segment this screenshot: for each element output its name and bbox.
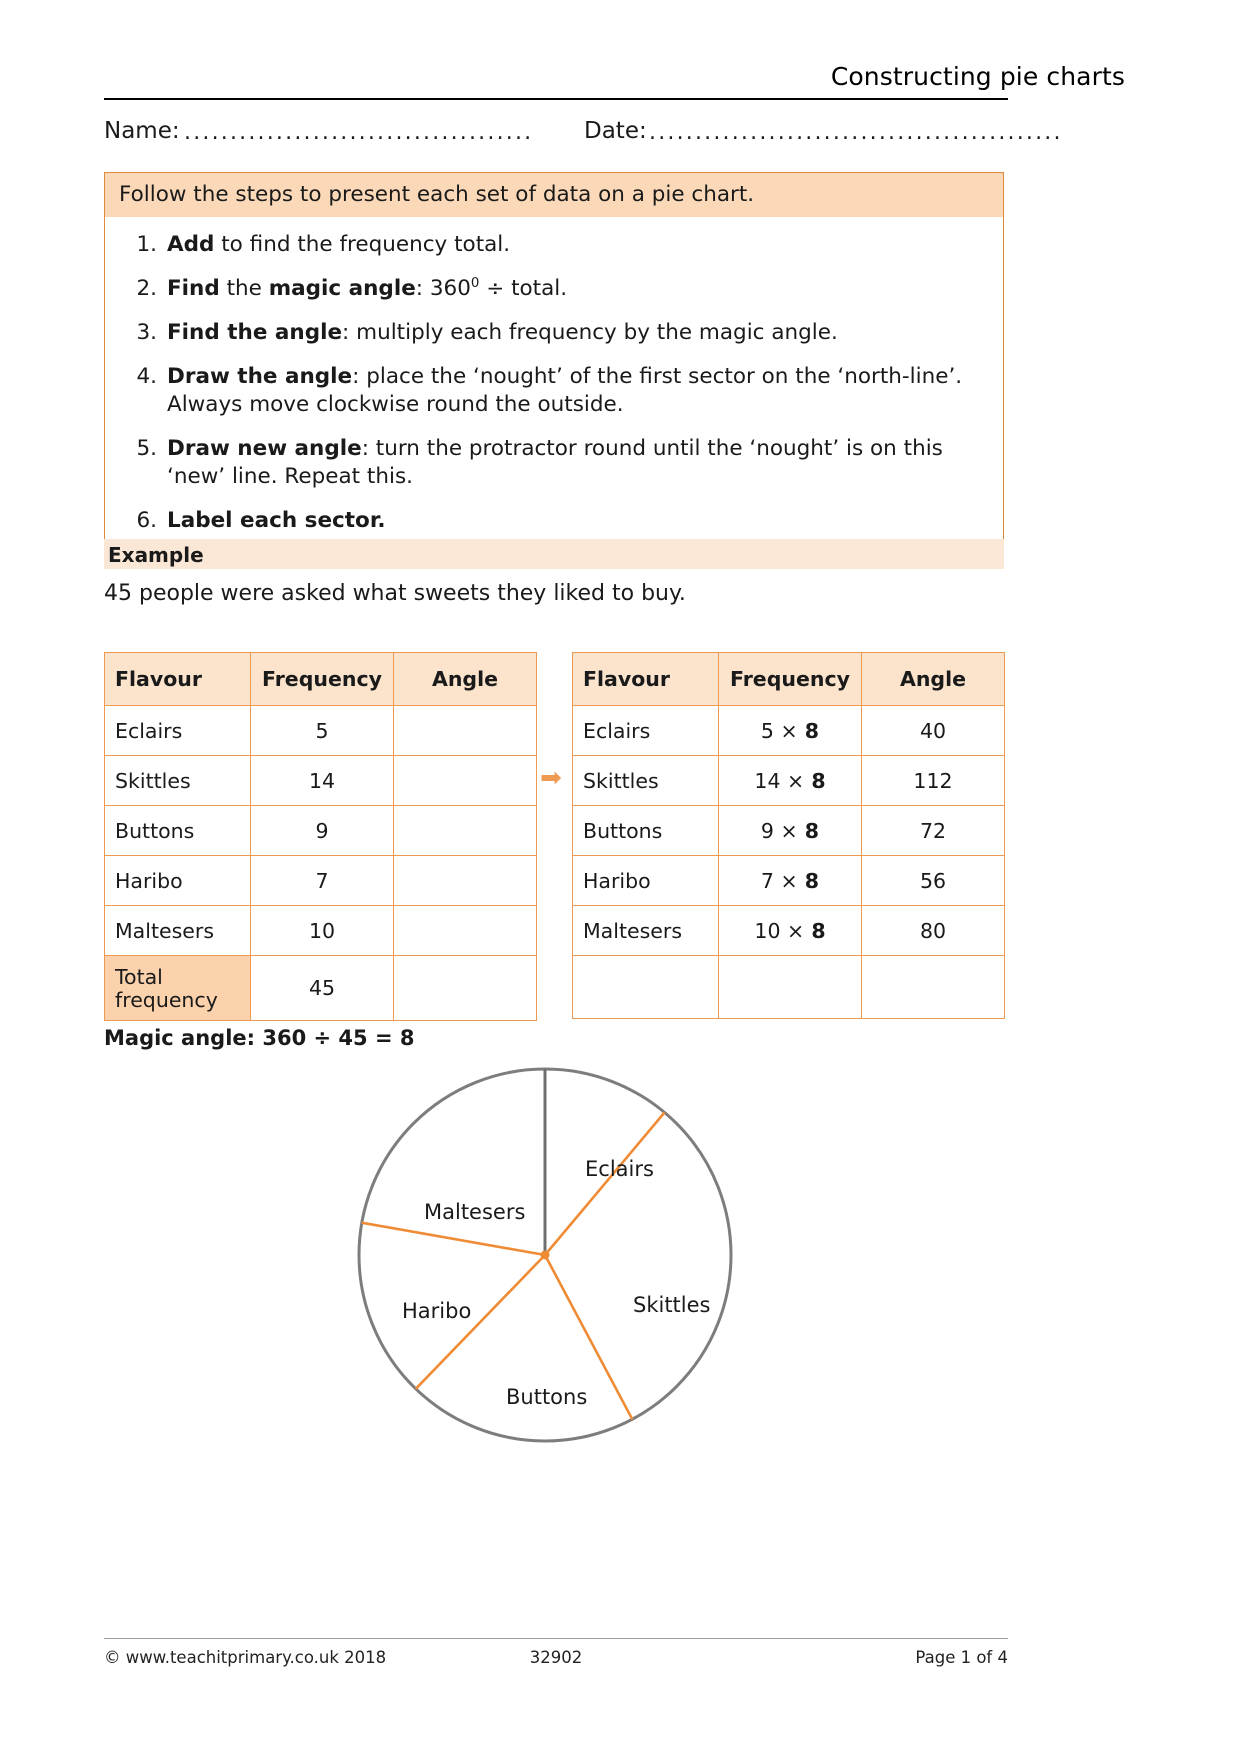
cell-angle: 80 [862, 906, 1005, 956]
footer-page-number: Page 1 of 4 [915, 1648, 1008, 1667]
table-total-row [105, 956, 537, 1021]
column-header-angle: Angle [394, 653, 537, 706]
step-bold-text: Find the angle [167, 320, 343, 346]
step-bold-text: Draw new angle [167, 435, 362, 461]
cell-angle: 56 [862, 856, 1005, 906]
cell-angle-blank[interactable] [394, 856, 537, 906]
frequency-table-left [104, 652, 537, 1021]
cell-frequency-calc [719, 856, 862, 906]
pie-label-haribo: Haribo [402, 1299, 472, 1323]
step-bold-text: Add [167, 232, 215, 257]
instruction-step-5 [136, 435, 981, 491]
calc-text: 7 × 8 [760, 868, 820, 893]
cell-flavour: Buttons [573, 806, 719, 856]
cell-frequency: 14 [251, 756, 394, 806]
cell-angle: 112 [862, 756, 1005, 806]
cell-blank-frequency[interactable] [719, 956, 862, 1019]
step-text-2: : 360 [415, 276, 471, 302]
instruction-step-3 [136, 319, 981, 347]
cell-frequency: 9 [251, 806, 394, 856]
table-header-row [105, 653, 537, 706]
calc-text: 14 × 8 [754, 768, 826, 793]
step-text: : turn the protractor round until the ‘nought’ is on this ‘new’ line. Repeat this. [167, 435, 943, 489]
cell-flavour: Haribo [573, 856, 719, 906]
step-text: the [219, 276, 269, 302]
table-blank-row [573, 956, 1005, 1019]
footer [104, 1648, 1008, 1672]
calc-text: 10 × 8 [754, 918, 826, 943]
instruction-step-6 [136, 507, 981, 535]
step-bold-text: Draw the angle [167, 363, 353, 389]
example-band [104, 539, 1004, 569]
footer-copyright: © www.teachitprimary.co.uk 2018 [104, 1648, 387, 1667]
cell-angle-blank[interactable] [394, 706, 537, 756]
pie-label-buttons: Buttons [506, 1385, 588, 1409]
example-label: Example [108, 543, 204, 567]
cell-total-label: Total frequency [105, 956, 251, 1021]
cell-frequency-calc [719, 756, 862, 806]
example-sentence: 45 people were asked what sweets they liked to buy. [104, 581, 686, 606]
magic-angle-line: Magic angle: 360 ÷ 45 = 8 [104, 1026, 415, 1050]
footer-document-id: 32902 [529, 1648, 583, 1667]
pie-chart [340, 1060, 800, 1450]
step-number: 2. [136, 275, 157, 301]
pie-radius-40 [545, 1113, 665, 1256]
table-row [573, 806, 1005, 856]
cell-frequency: 10 [251, 906, 394, 956]
cell-total-frequency: 45 [251, 956, 394, 1021]
step-bold-text: Label each sector. [167, 507, 386, 533]
step-number: 4. [136, 363, 157, 389]
table-row [573, 706, 1005, 756]
table-row [573, 756, 1005, 806]
footer-divider [104, 1638, 1008, 1639]
cell-flavour: Buttons [105, 806, 251, 856]
pie-label-skittles: Skittles [633, 1293, 711, 1317]
cell-flavour: Maltesers [573, 906, 719, 956]
instruction-step-2 [136, 275, 981, 303]
column-header-angle: Angle [862, 653, 1005, 706]
cell-angle-blank[interactable] [394, 806, 537, 856]
cell-frequency-calc [719, 706, 862, 756]
instruction-step-4 [136, 363, 981, 419]
step-text: : multiply each frequency by the magic angle. [342, 320, 838, 346]
cell-frequency: 7 [251, 856, 394, 906]
pie-radius-280 [362, 1223, 545, 1255]
cell-frequency: 5 [251, 706, 394, 756]
cell-angle: 40 [862, 706, 1005, 756]
table-row [573, 906, 1005, 956]
table-row [105, 906, 537, 956]
page-title: Constructing pie charts [830, 62, 1125, 91]
step-text: : place the ‘nought’ of the first sector on the ‘north-line’. Always move clockwise round the outside. [167, 363, 963, 417]
step-bold-text-2: magic angle [268, 276, 416, 302]
cell-angle: 72 [862, 806, 1005, 856]
table-row [105, 856, 537, 906]
column-header-frequency: Frequency [251, 653, 394, 706]
step-text: to find the frequency total. [214, 232, 511, 257]
cell-flavour: Skittles [105, 756, 251, 806]
cell-frequency-calc [719, 806, 862, 856]
header-divider [104, 98, 1008, 100]
instructions-list [105, 217, 1003, 555]
instructions-heading: Follow the steps to present each set of data on a pie chart. [105, 173, 1003, 217]
cell-blank-flavour[interactable] [573, 956, 719, 1019]
cell-flavour: Maltesers [105, 906, 251, 956]
step-bold-text: Find [167, 276, 220, 302]
cell-flavour: Haribo [105, 856, 251, 906]
column-header-flavour: Flavour [573, 653, 719, 706]
table-row [105, 756, 537, 806]
table-header-row [573, 653, 1005, 706]
column-header-frequency: Frequency [719, 653, 862, 706]
cell-total-angle-blank[interactable] [394, 956, 537, 1021]
step-number: 5. [136, 435, 157, 461]
name-input-line[interactable]: ...................................... [184, 120, 534, 145]
instructions-box [104, 172, 1004, 556]
cell-flavour: Skittles [573, 756, 719, 806]
cell-blank-angle[interactable] [862, 956, 1005, 1019]
calc-text: 9 × 8 [760, 818, 820, 843]
pie-centre-dot [541, 1251, 550, 1260]
column-header-flavour: Flavour [105, 653, 251, 706]
step-text-3: ÷ total. [479, 276, 568, 302]
cell-angle-blank[interactable] [394, 906, 537, 956]
calc-text: 5 × 8 [760, 718, 820, 743]
name-label: Name: [104, 118, 180, 144]
pie-label-eclairs: Eclairs [585, 1157, 654, 1181]
table-row [105, 706, 537, 756]
degree-superscript: 0 [470, 275, 480, 291]
cell-frequency-calc [719, 906, 862, 956]
date-label: Date: [584, 118, 647, 144]
table-row [573, 856, 1005, 906]
cell-flavour: Eclairs [573, 706, 719, 756]
step-number: 1. [136, 232, 157, 257]
arrow-right-icon: ➡ [540, 763, 562, 793]
cell-angle-blank[interactable] [394, 756, 537, 806]
frequency-table-right [572, 652, 1005, 1019]
table-row [105, 806, 537, 856]
cell-flavour: Eclairs [105, 706, 251, 756]
date-input-line[interactable]: ............................................. [649, 120, 1063, 145]
step-number: 3. [136, 320, 157, 346]
step-number: 6. [136, 507, 157, 533]
instruction-step-1 [136, 231, 981, 259]
pie-label-maltesers: Maltesers [424, 1200, 526, 1224]
